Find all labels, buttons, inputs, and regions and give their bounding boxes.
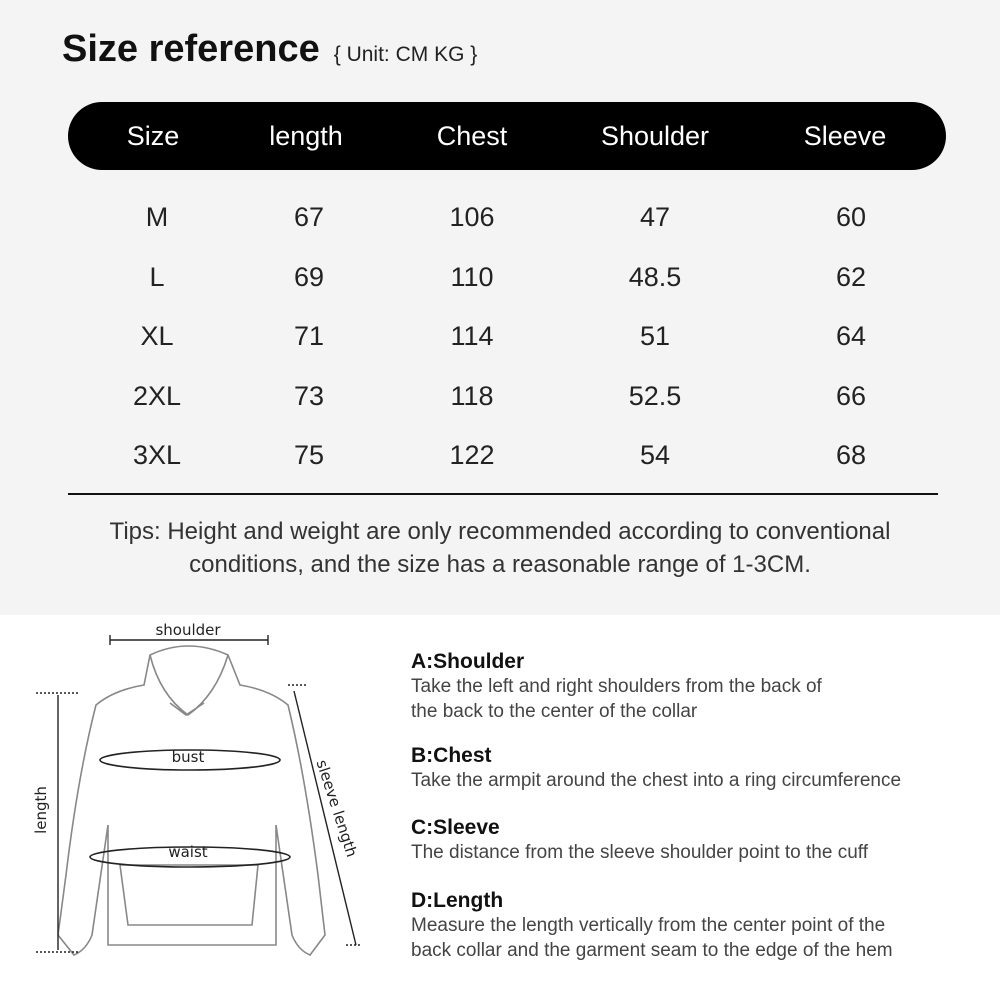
hoodie-diagram <box>0 615 400 1000</box>
cell-shoulder: 54 <box>639 440 671 470</box>
desc-line: Take the armpit around the chest into a ring circumference <box>411 770 902 791</box>
header-sleeve: Sleeve <box>803 121 887 151</box>
desc-line: The distance from the sleeve shoulder point to the cuff <box>411 842 868 863</box>
tips-line-2: conditions, and the size has a reasonable range of 1-3CM. <box>189 551 811 578</box>
cell-length: 71 <box>293 321 325 351</box>
cell-chest: 110 <box>450 262 494 292</box>
cell-shoulder: 52.5 <box>628 381 682 411</box>
waist-label: waist <box>168 843 208 861</box>
desc-line: Measure the length vertically from the center point of the <box>411 915 886 936</box>
desc-heading: A:Shoulder <box>411 650 525 673</box>
desc-line: back collar and the garment seam to the edge of the hem <box>411 940 893 961</box>
desc-line: the back to the center of the collar <box>411 701 698 722</box>
cell-size: 2XL <box>132 381 182 411</box>
cell-chest: 118 <box>450 381 494 411</box>
cell-shoulder: 48.5 <box>628 262 682 292</box>
tips-line-1: Tips: Height and weight are only recommended according to conventional <box>109 518 891 545</box>
cell-size: 3XL <box>132 440 182 470</box>
header-chest: Chest <box>436 121 508 151</box>
cell-sleeve: 60 <box>835 202 867 232</box>
desc-length <box>411 889 893 963</box>
desc-heading: C:Sleeve <box>411 816 500 839</box>
cell-sleeve: 62 <box>835 262 867 292</box>
cell-sleeve: 68 <box>835 440 867 470</box>
desc-chest <box>411 744 901 793</box>
header-size: Size <box>126 121 180 151</box>
table-header <box>68 102 946 170</box>
cell-length: 75 <box>293 440 325 470</box>
cell-length: 67 <box>293 202 325 232</box>
hoodie-outline <box>58 646 325 955</box>
cell-length: 73 <box>293 381 325 411</box>
cell-shoulder: 47 <box>639 202 671 232</box>
cell-size: L <box>149 262 165 292</box>
desc-line: Take the left and right shoulders from the back of <box>411 676 822 697</box>
cell-size: M <box>145 202 169 232</box>
cell-sleeve: 66 <box>835 381 867 411</box>
desc-heading: B:Chest <box>411 744 492 767</box>
sleeve-length-label: sleeve length <box>312 757 361 860</box>
cell-chest: 122 <box>449 440 495 470</box>
desc-sleeve <box>411 816 868 865</box>
table-divider <box>68 493 938 495</box>
cell-chest: 106 <box>449 202 495 232</box>
cell-size: XL <box>140 321 174 351</box>
tips-note <box>40 515 960 581</box>
cell-shoulder: 51 <box>639 321 671 351</box>
title-row <box>62 28 477 71</box>
desc-shoulder <box>411 650 822 724</box>
cell-chest: 114 <box>450 321 494 351</box>
header-shoulder: Shoulder <box>600 121 710 151</box>
header-length: length <box>269 121 343 151</box>
bust-label: bust <box>171 748 205 766</box>
shoulder-label: shoulder <box>155 621 221 639</box>
length-label: length <box>32 786 50 834</box>
cell-length: 69 <box>293 262 325 292</box>
desc-heading: D:Length <box>411 889 504 912</box>
cell-sleeve: 64 <box>835 321 867 351</box>
page-title: Size reference <box>62 28 320 70</box>
unit-label: { Unit: CM KG } <box>333 43 478 66</box>
sleeve-measure-line <box>288 685 362 945</box>
